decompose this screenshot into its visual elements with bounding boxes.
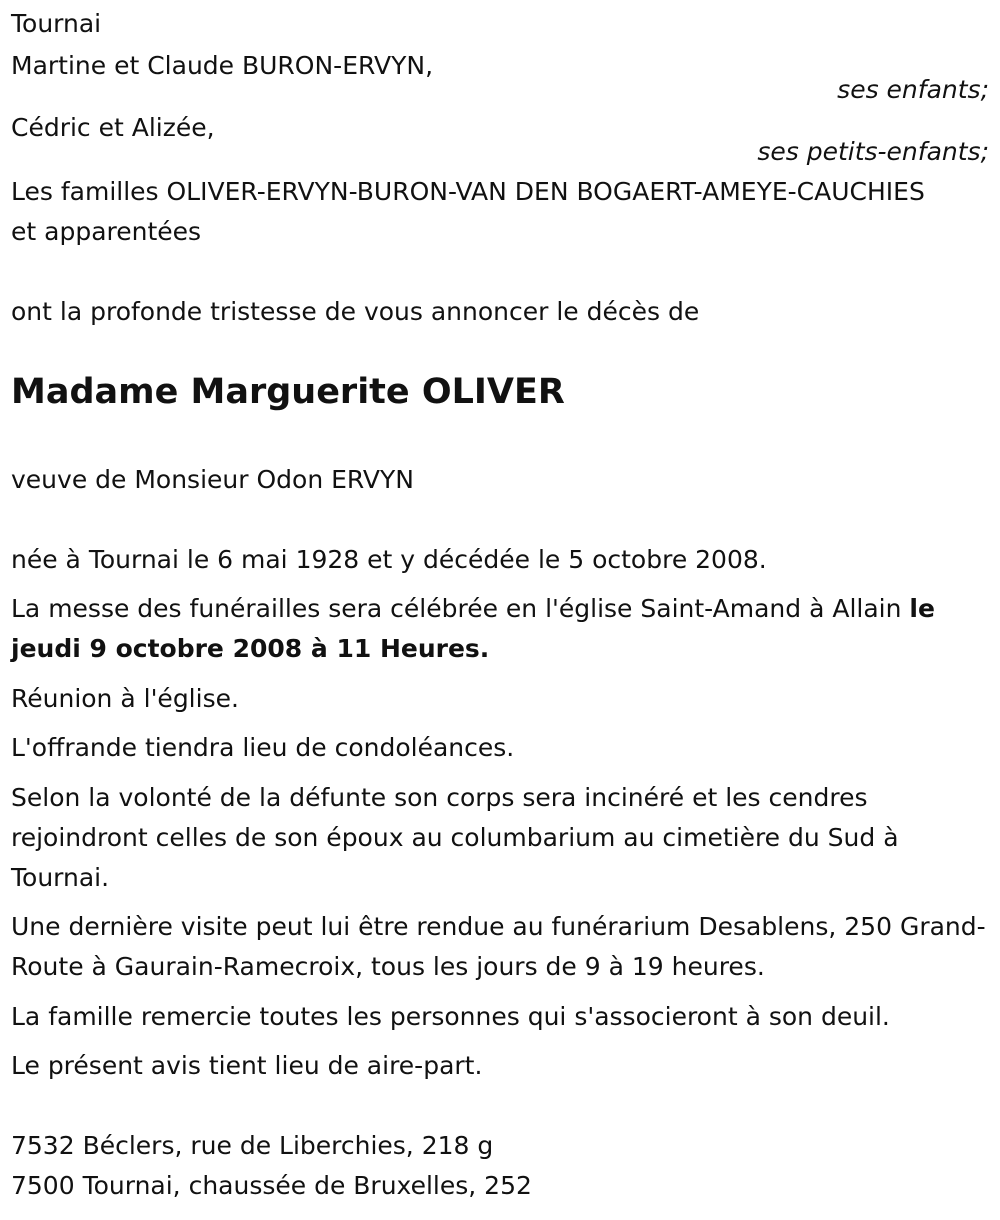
funeral-date: le jeudi 9 octobre 2008 à 11 Heures. — [11, 594, 935, 663]
announcement: ont la profonde tristesse de vous annoncer le décès de — [11, 297, 700, 326]
grandchildren-role: ses petits-enfants; — [757, 137, 989, 166]
children-names: Martine et Claude BURON-ERVYN, — [11, 51, 434, 80]
meeting: Réunion à l'église. — [11, 684, 239, 713]
city-line: Tournai — [11, 9, 102, 38]
funeral-paragraph — [11, 589, 989, 669]
address-1: 7532 Béclers, rue de Liberchies, 218 g — [11, 1131, 494, 1160]
cremation-paragraph: Selon la volonté de la défunte son corps sera incinéré et les cendres rejoindront celles de son époux au columbarium au cimetière du Sud à Tournai. — [11, 783, 899, 892]
birth-death: née à Tournai le 6 mai 1928 et y décédée le 5 octobre 2008. — [11, 545, 767, 574]
visit-paragraph: Une dernière visite peut lui être rendue au funérarium Desablens, 250 Grand-Route à Gaurain-Ramecroix, tous les jours de 9 à 19 heures. — [11, 912, 986, 981]
offering: L'offrande tiendra lieu de condoléances. — [11, 733, 515, 762]
grandchildren-names: Cédric et Alizée, — [11, 113, 215, 142]
deceased-name: Madame Marguerite OLIVER — [11, 372, 565, 412]
families-line-1: Les familles OLIVER-ERVYN-BURON-VAN DEN BOGAERT-AMEYE-CAUCHIES — [11, 177, 925, 206]
families-line-2: et apparentées — [11, 217, 202, 246]
thanks: La famille remercie toutes les personnes qui s'associeront à son deuil. — [11, 1002, 890, 1031]
widow-of: veuve de Monsieur Odon ERVYN — [11, 465, 414, 494]
funeral-text: La messe des funérailles sera célébrée en l'église Saint-Amand à Allain — [11, 594, 910, 623]
children-role: ses enfants; — [837, 75, 989, 104]
notice: Le présent avis tient lieu de aire-part. — [11, 1051, 483, 1080]
address-2: 7500 Tournai, chaussée de Bruxelles, 252 — [11, 1171, 532, 1200]
